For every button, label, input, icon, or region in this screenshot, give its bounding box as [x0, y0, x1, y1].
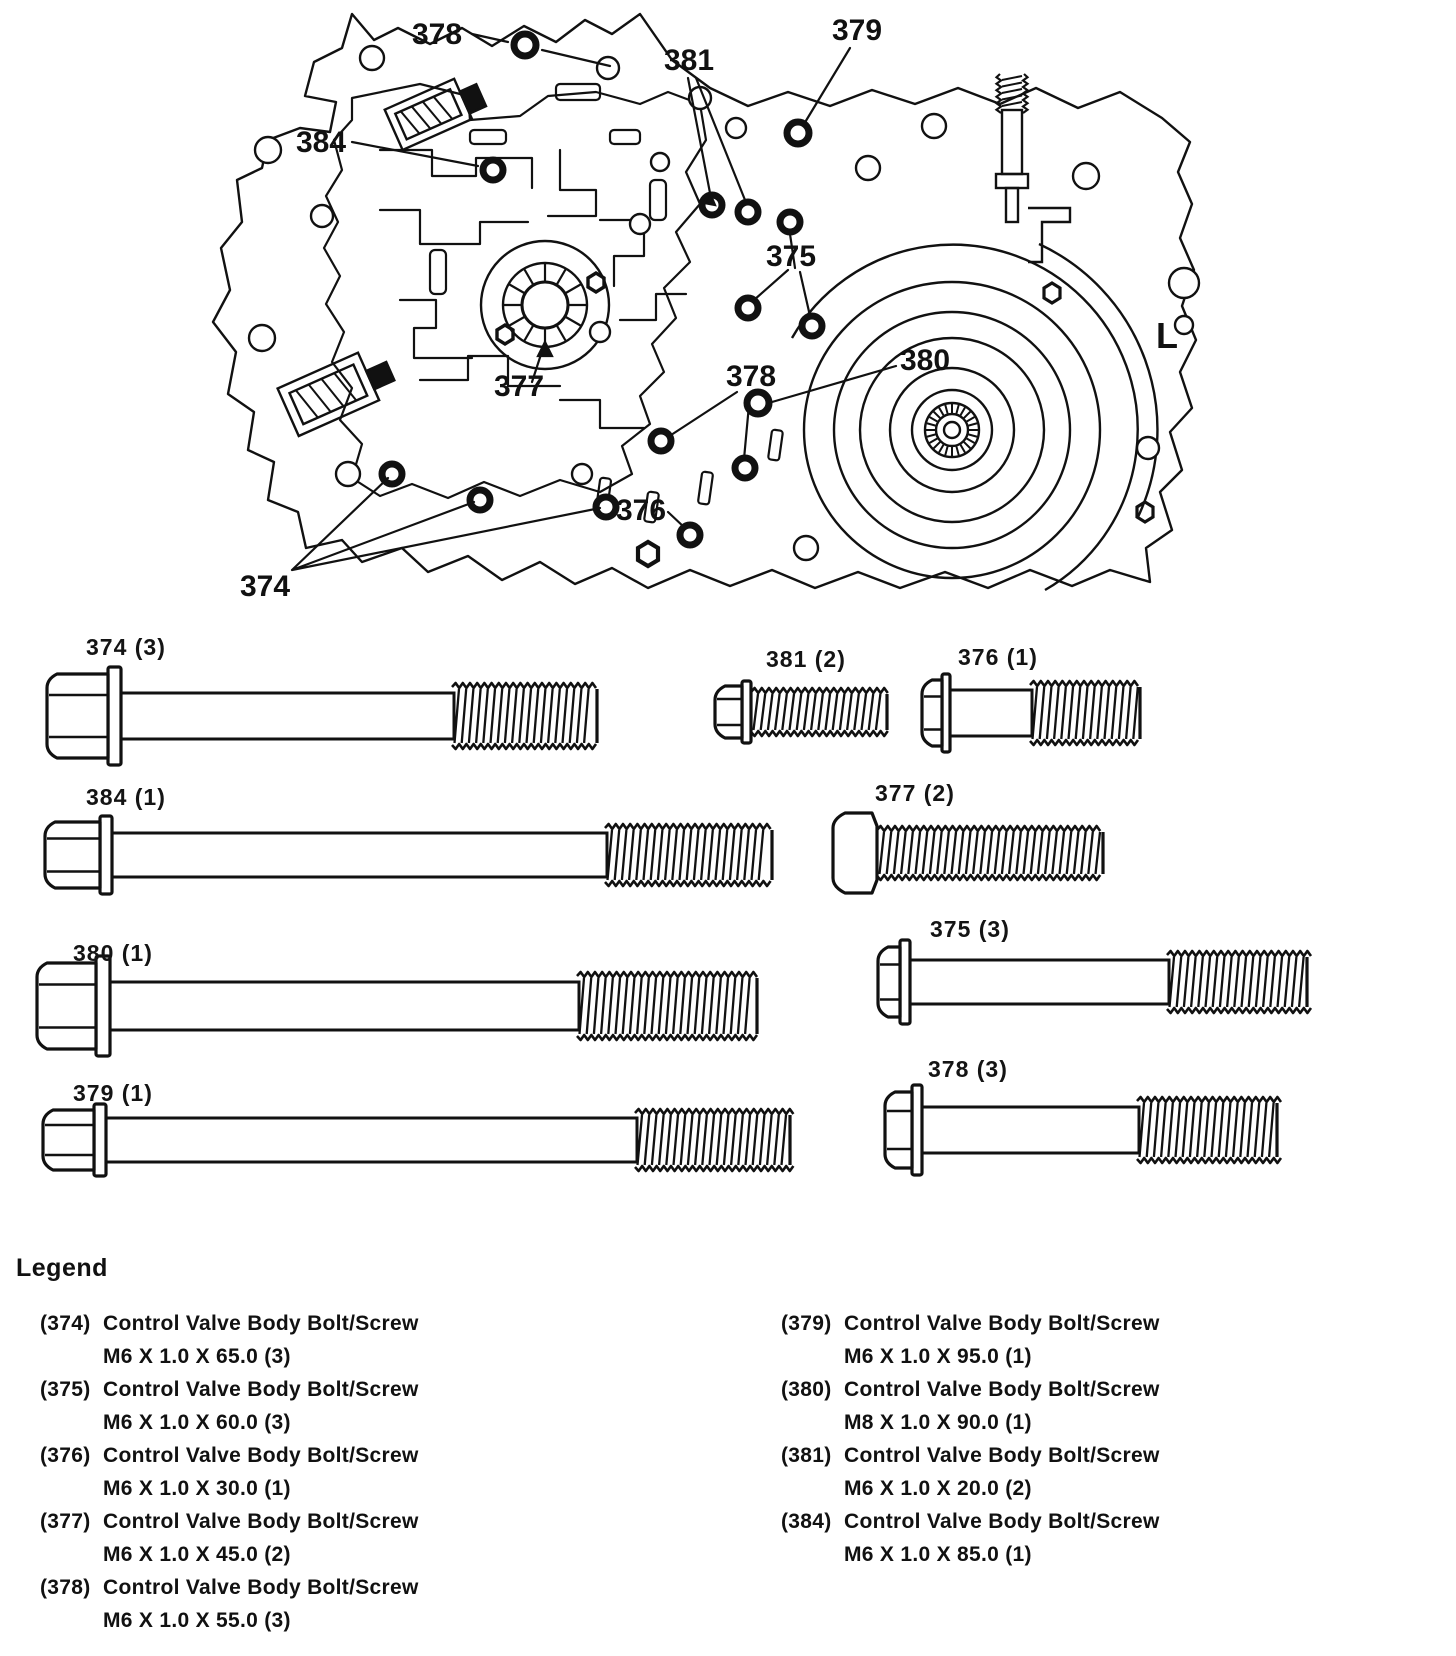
- bolt-label-374: 374 (3): [86, 634, 166, 660]
- legend-name: Control Valve Body Bolt/Screw: [844, 1444, 1160, 1467]
- legend-spec: M8 X 1.0 X 90.0 (1): [844, 1410, 1032, 1434]
- bolt-376-figure: [922, 674, 1140, 752]
- legend-item-381: [781, 1440, 1441, 1505]
- legend-right-column: [781, 1308, 1441, 1572]
- legend-item-379: [781, 1308, 1441, 1373]
- legend-item-384: [781, 1506, 1441, 1571]
- legend-spec: M6 X 1.0 X 45.0 (2): [103, 1542, 291, 1566]
- legend-spec: M6 X 1.0 X 95.0 (1): [844, 1344, 1032, 1368]
- bolt-379-figure: [43, 1104, 793, 1176]
- bolt-label-384: 384 (1): [86, 784, 166, 810]
- legend-ref: (376): [40, 1444, 91, 1467]
- torque-converter: [792, 244, 1157, 590]
- bolt-label-376: 376 (1): [958, 644, 1038, 670]
- legend-ref: (375): [40, 1378, 91, 1401]
- callout-380: 380: [900, 344, 951, 377]
- callout-377: 377: [494, 370, 545, 403]
- legend-name: Control Valve Body Bolt/Screw: [844, 1510, 1160, 1533]
- bolt-375-figure: [878, 940, 1311, 1024]
- bolt-label-379: 379 (1): [73, 1080, 153, 1106]
- legend-ref: (377): [40, 1510, 91, 1533]
- callout-379: 379: [832, 14, 883, 47]
- callout-374: 374: [240, 570, 291, 603]
- bolt-378-figure: [885, 1085, 1281, 1175]
- bolt-label-381: 381 (2): [766, 646, 846, 672]
- legend-left-column: [40, 1308, 700, 1638]
- legend-spec: M6 X 1.0 X 20.0 (2): [844, 1476, 1032, 1500]
- legend-item-380: [781, 1374, 1441, 1439]
- callout-384: 384: [296, 126, 347, 159]
- legend-item-376: [40, 1440, 700, 1505]
- bolt-380-figure: [37, 956, 757, 1056]
- callout-376: 376: [616, 494, 667, 527]
- callout-375: 375: [766, 240, 817, 273]
- legend-item-378: [40, 1572, 700, 1637]
- legend-spec: M6 X 1.0 X 85.0 (1): [844, 1542, 1032, 1566]
- legend-spec: M6 X 1.0 X 55.0 (3): [103, 1608, 291, 1632]
- legend-name: Control Valve Body Bolt/Screw: [103, 1378, 419, 1401]
- legend-title: Legend: [16, 1254, 108, 1282]
- legend-name: Control Valve Body Bolt/Screw: [103, 1576, 419, 1599]
- legend-name: Control Valve Body Bolt/Screw: [103, 1312, 419, 1335]
- bolt-label-380: 380 (1): [73, 940, 153, 966]
- stud-assembly: [996, 74, 1070, 262]
- legend-name: Control Valve Body Bolt/Screw: [844, 1312, 1160, 1335]
- legend-name: Control Valve Body Bolt/Screw: [103, 1444, 419, 1467]
- legend-item-377: [40, 1506, 700, 1571]
- callout-378-mid: 378: [726, 360, 777, 393]
- bolt-381-figure: [715, 681, 888, 743]
- callout-381: 381: [664, 44, 715, 77]
- legend-item-375: [40, 1374, 700, 1439]
- legend-spec: M6 X 1.0 X 65.0 (3): [103, 1344, 291, 1368]
- legend-name: Control Valve Body Bolt/Screw: [103, 1510, 419, 1533]
- legend-item-374: [40, 1308, 700, 1373]
- legend-ref: (384): [781, 1510, 832, 1533]
- legend-ref: (381): [781, 1444, 832, 1467]
- legend-name: Control Valve Body Bolt/Screw: [844, 1378, 1160, 1401]
- legend-ref: (378): [40, 1576, 91, 1599]
- bolt-label-375: 375 (3): [930, 916, 1010, 942]
- legend-spec: M6 X 1.0 X 30.0 (1): [103, 1476, 291, 1500]
- callout-378-top: 378: [412, 18, 463, 51]
- bolt-label-377: 377 (2): [875, 780, 955, 806]
- legend-ref: (380): [781, 1378, 832, 1401]
- legend-ref: (374): [40, 1312, 91, 1335]
- bolt-377-figure: [833, 813, 1103, 893]
- legend-spec: M6 X 1.0 X 60.0 (3): [103, 1410, 291, 1434]
- corner-letter-l: L: [1156, 315, 1178, 356]
- bolt-label-378: 378 (3): [928, 1056, 1008, 1082]
- bolt-384-figure: [45, 816, 772, 894]
- bolt-374-figure: [47, 667, 597, 765]
- legend-ref: (379): [781, 1312, 832, 1335]
